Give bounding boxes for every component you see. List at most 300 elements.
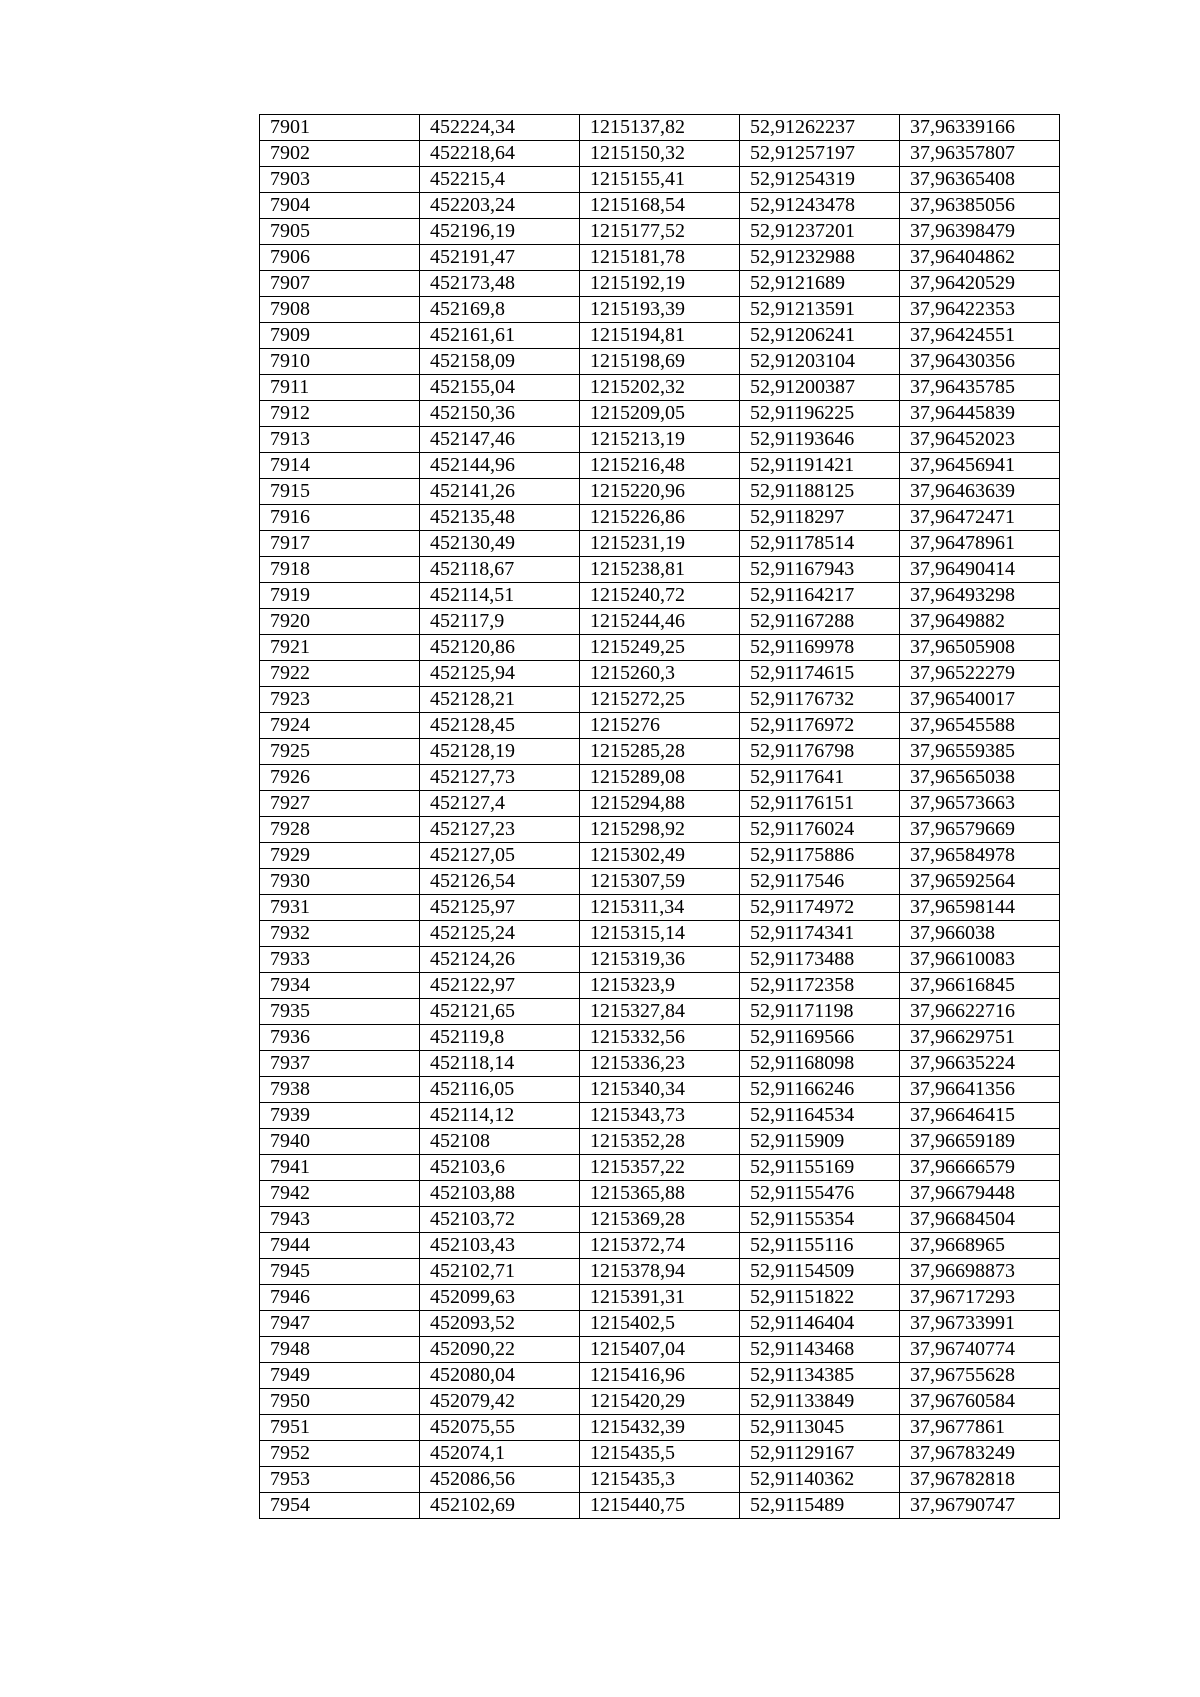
latitude-cell: 52,91193646 [740, 427, 900, 453]
latitude-cell: 52,91176798 [740, 739, 900, 765]
y-coordinate-cell: 1215435,3 [580, 1467, 740, 1493]
y-coordinate-cell: 1215192,19 [580, 271, 740, 297]
latitude-cell: 52,9115909 [740, 1129, 900, 1155]
table-row [260, 1233, 1060, 1259]
x-coordinate-cell: 452093,52 [420, 1311, 580, 1337]
x-coordinate-cell: 452196,19 [420, 219, 580, 245]
longitude-cell: 37,96493298 [900, 583, 1060, 609]
y-coordinate-cell: 1215276 [580, 713, 740, 739]
x-coordinate-cell: 452191,47 [420, 245, 580, 271]
y-coordinate-cell: 1215435,5 [580, 1441, 740, 1467]
point-number-cell: 7920 [260, 609, 420, 635]
latitude-cell: 52,91188125 [740, 479, 900, 505]
y-coordinate-cell: 1215216,48 [580, 453, 740, 479]
x-coordinate-cell: 452114,51 [420, 583, 580, 609]
longitude-cell: 37,96422353 [900, 297, 1060, 323]
table-row [260, 921, 1060, 947]
point-number-cell: 7903 [260, 167, 420, 193]
x-coordinate-cell: 452126,54 [420, 869, 580, 895]
table-row [260, 1285, 1060, 1311]
point-number-cell: 7913 [260, 427, 420, 453]
y-coordinate-cell: 1215289,08 [580, 765, 740, 791]
point-number-cell: 7939 [260, 1103, 420, 1129]
table-row [260, 1363, 1060, 1389]
point-number-cell: 7914 [260, 453, 420, 479]
longitude-cell: 37,96790747 [900, 1493, 1060, 1519]
latitude-cell: 52,91176151 [740, 791, 900, 817]
x-coordinate-cell: 452135,48 [420, 505, 580, 531]
x-coordinate-cell: 452079,42 [420, 1389, 580, 1415]
longitude-cell: 37,96659189 [900, 1129, 1060, 1155]
y-coordinate-cell: 1215177,52 [580, 219, 740, 245]
point-number-cell: 7927 [260, 791, 420, 817]
longitude-cell: 37,96684504 [900, 1207, 1060, 1233]
point-number-cell: 7907 [260, 271, 420, 297]
longitude-cell: 37,96505908 [900, 635, 1060, 661]
x-coordinate-cell: 452118,67 [420, 557, 580, 583]
x-coordinate-cell: 452128,21 [420, 687, 580, 713]
longitude-cell: 37,96365408 [900, 167, 1060, 193]
longitude-cell: 37,96679448 [900, 1181, 1060, 1207]
longitude-cell: 37,96717293 [900, 1285, 1060, 1311]
x-coordinate-cell: 452215,4 [420, 167, 580, 193]
latitude-cell: 52,91175886 [740, 843, 900, 869]
y-coordinate-cell: 1215352,28 [580, 1129, 740, 1155]
table-row [260, 1103, 1060, 1129]
longitude-cell: 37,96435785 [900, 375, 1060, 401]
table-row [260, 557, 1060, 583]
y-coordinate-cell: 1215168,54 [580, 193, 740, 219]
point-number-cell: 7928 [260, 817, 420, 843]
table-row [260, 1051, 1060, 1077]
table-row [260, 1025, 1060, 1051]
longitude-cell: 37,96385056 [900, 193, 1060, 219]
latitude-cell: 52,91176732 [740, 687, 900, 713]
longitude-cell: 37,96698873 [900, 1259, 1060, 1285]
table-row [260, 453, 1060, 479]
longitude-cell: 37,96740774 [900, 1337, 1060, 1363]
point-number-cell: 7915 [260, 479, 420, 505]
y-coordinate-cell: 1215319,36 [580, 947, 740, 973]
table-row [260, 739, 1060, 765]
table-row [260, 661, 1060, 687]
point-number-cell: 7912 [260, 401, 420, 427]
latitude-cell: 52,91213591 [740, 297, 900, 323]
latitude-cell: 52,91174615 [740, 661, 900, 687]
table-row [260, 1441, 1060, 1467]
y-coordinate-cell: 1215440,75 [580, 1493, 740, 1519]
longitude-cell: 37,96760584 [900, 1389, 1060, 1415]
latitude-cell: 52,91155169 [740, 1155, 900, 1181]
latitude-cell: 52,91155354 [740, 1207, 900, 1233]
y-coordinate-cell: 1215244,46 [580, 609, 740, 635]
y-coordinate-cell: 1215343,73 [580, 1103, 740, 1129]
x-coordinate-cell: 452128,45 [420, 713, 580, 739]
point-number-cell: 7935 [260, 999, 420, 1025]
point-number-cell: 7901 [260, 115, 420, 141]
point-number-cell: 7909 [260, 323, 420, 349]
y-coordinate-cell: 1215336,23 [580, 1051, 740, 1077]
y-coordinate-cell: 1215302,49 [580, 843, 740, 869]
latitude-cell: 52,91164534 [740, 1103, 900, 1129]
y-coordinate-cell: 1215372,74 [580, 1233, 740, 1259]
longitude-cell: 37,96635224 [900, 1051, 1060, 1077]
point-number-cell: 7904 [260, 193, 420, 219]
point-number-cell: 7925 [260, 739, 420, 765]
y-coordinate-cell: 1215432,39 [580, 1415, 740, 1441]
point-number-cell: 7945 [260, 1259, 420, 1285]
x-coordinate-cell: 452118,14 [420, 1051, 580, 1077]
x-coordinate-cell: 452130,49 [420, 531, 580, 557]
point-number-cell: 7941 [260, 1155, 420, 1181]
x-coordinate-cell: 452090,22 [420, 1337, 580, 1363]
latitude-cell: 52,91140362 [740, 1467, 900, 1493]
longitude-cell: 37,9677861 [900, 1415, 1060, 1441]
table-row [260, 193, 1060, 219]
longitude-cell: 37,96472471 [900, 505, 1060, 531]
point-number-cell: 7902 [260, 141, 420, 167]
x-coordinate-cell: 452147,46 [420, 427, 580, 453]
x-coordinate-cell: 452119,8 [420, 1025, 580, 1051]
table-row [260, 713, 1060, 739]
table-row [260, 167, 1060, 193]
longitude-cell: 37,9668965 [900, 1233, 1060, 1259]
point-number-cell: 7905 [260, 219, 420, 245]
table-row [260, 609, 1060, 635]
longitude-cell: 37,96424551 [900, 323, 1060, 349]
latitude-cell: 52,91191421 [740, 453, 900, 479]
latitude-cell: 52,91232988 [740, 245, 900, 271]
longitude-cell: 37,96490414 [900, 557, 1060, 583]
y-coordinate-cell: 1215240,72 [580, 583, 740, 609]
table-row [260, 687, 1060, 713]
point-number-cell: 7908 [260, 297, 420, 323]
y-coordinate-cell: 1215323,9 [580, 973, 740, 999]
y-coordinate-cell: 1215315,14 [580, 921, 740, 947]
table-row [260, 401, 1060, 427]
latitude-cell: 52,9117546 [740, 869, 900, 895]
point-number-cell: 7929 [260, 843, 420, 869]
point-number-cell: 7949 [260, 1363, 420, 1389]
y-coordinate-cell: 1215272,25 [580, 687, 740, 713]
y-coordinate-cell: 1215402,5 [580, 1311, 740, 1337]
y-coordinate-cell: 1215155,41 [580, 167, 740, 193]
x-coordinate-cell: 452144,96 [420, 453, 580, 479]
coordinates-table-body [260, 115, 1060, 1519]
point-number-cell: 7921 [260, 635, 420, 661]
table-row [260, 1493, 1060, 1519]
longitude-cell: 37,96573663 [900, 791, 1060, 817]
table-row [260, 1155, 1060, 1181]
longitude-cell: 37,96579669 [900, 817, 1060, 843]
x-coordinate-cell: 452103,88 [420, 1181, 580, 1207]
x-coordinate-cell: 452127,73 [420, 765, 580, 791]
point-number-cell: 7952 [260, 1441, 420, 1467]
y-coordinate-cell: 1215238,81 [580, 557, 740, 583]
longitude-cell: 37,96404862 [900, 245, 1060, 271]
y-coordinate-cell: 1215260,3 [580, 661, 740, 687]
point-number-cell: 7944 [260, 1233, 420, 1259]
point-number-cell: 7946 [260, 1285, 420, 1311]
x-coordinate-cell: 452124,26 [420, 947, 580, 973]
longitude-cell: 37,96478961 [900, 531, 1060, 557]
longitude-cell: 37,96452023 [900, 427, 1060, 453]
y-coordinate-cell: 1215307,59 [580, 869, 740, 895]
longitude-cell: 37,96622716 [900, 999, 1060, 1025]
table-row [260, 869, 1060, 895]
longitude-cell: 37,96733991 [900, 1311, 1060, 1337]
point-number-cell: 7924 [260, 713, 420, 739]
y-coordinate-cell: 1215369,28 [580, 1207, 740, 1233]
y-coordinate-cell: 1215420,29 [580, 1389, 740, 1415]
longitude-cell: 37,96629751 [900, 1025, 1060, 1051]
y-coordinate-cell: 1215198,69 [580, 349, 740, 375]
x-coordinate-cell: 452114,12 [420, 1103, 580, 1129]
latitude-cell: 52,91174341 [740, 921, 900, 947]
latitude-cell: 52,91200387 [740, 375, 900, 401]
latitude-cell: 52,91169566 [740, 1025, 900, 1051]
point-number-cell: 7953 [260, 1467, 420, 1493]
table-row [260, 427, 1060, 453]
latitude-cell: 52,91203104 [740, 349, 900, 375]
table-row [260, 1259, 1060, 1285]
x-coordinate-cell: 452080,04 [420, 1363, 580, 1389]
table-row [260, 323, 1060, 349]
point-number-cell: 7940 [260, 1129, 420, 1155]
table-row [260, 817, 1060, 843]
x-coordinate-cell: 452127,23 [420, 817, 580, 843]
y-coordinate-cell: 1215226,86 [580, 505, 740, 531]
point-number-cell: 7911 [260, 375, 420, 401]
latitude-cell: 52,91174972 [740, 895, 900, 921]
latitude-cell: 52,91167288 [740, 609, 900, 635]
y-coordinate-cell: 1215357,22 [580, 1155, 740, 1181]
x-coordinate-cell: 452127,4 [420, 791, 580, 817]
x-coordinate-cell: 452125,94 [420, 661, 580, 687]
table-row [260, 141, 1060, 167]
point-number-cell: 7942 [260, 1181, 420, 1207]
y-coordinate-cell: 1215340,34 [580, 1077, 740, 1103]
latitude-cell: 52,91254319 [740, 167, 900, 193]
longitude-cell: 37,96646415 [900, 1103, 1060, 1129]
y-coordinate-cell: 1215298,92 [580, 817, 740, 843]
y-coordinate-cell: 1215416,96 [580, 1363, 740, 1389]
longitude-cell: 37,96540017 [900, 687, 1060, 713]
x-coordinate-cell: 452120,86 [420, 635, 580, 661]
latitude-cell: 52,9118297 [740, 505, 900, 531]
latitude-cell: 52,91155476 [740, 1181, 900, 1207]
x-coordinate-cell: 452103,6 [420, 1155, 580, 1181]
y-coordinate-cell: 1215285,28 [580, 739, 740, 765]
table-row [260, 531, 1060, 557]
x-coordinate-cell: 452103,43 [420, 1233, 580, 1259]
y-coordinate-cell: 1215150,32 [580, 141, 740, 167]
latitude-cell: 52,9117641 [740, 765, 900, 791]
y-coordinate-cell: 1215332,56 [580, 1025, 740, 1051]
latitude-cell: 52,91167943 [740, 557, 900, 583]
table-row [260, 479, 1060, 505]
latitude-cell: 52,91134385 [740, 1363, 900, 1389]
table-row [260, 583, 1060, 609]
point-number-cell: 7943 [260, 1207, 420, 1233]
x-coordinate-cell: 452102,69 [420, 1493, 580, 1519]
y-coordinate-cell: 1215194,81 [580, 323, 740, 349]
y-coordinate-cell: 1215213,19 [580, 427, 740, 453]
x-coordinate-cell: 452122,97 [420, 973, 580, 999]
table-row [260, 1129, 1060, 1155]
coordinates-table [259, 114, 1060, 1519]
y-coordinate-cell: 1215327,84 [580, 999, 740, 1025]
latitude-cell: 52,91176972 [740, 713, 900, 739]
point-number-cell: 7917 [260, 531, 420, 557]
table-row [260, 895, 1060, 921]
longitude-cell: 37,96430356 [900, 349, 1060, 375]
x-coordinate-cell: 452173,48 [420, 271, 580, 297]
point-number-cell: 7930 [260, 869, 420, 895]
latitude-cell: 52,91176024 [740, 817, 900, 843]
latitude-cell: 52,91257197 [740, 141, 900, 167]
longitude-cell: 37,96456941 [900, 453, 1060, 479]
y-coordinate-cell: 1215202,32 [580, 375, 740, 401]
point-number-cell: 7922 [260, 661, 420, 687]
longitude-cell: 37,96545588 [900, 713, 1060, 739]
longitude-cell: 37,96339166 [900, 115, 1060, 141]
longitude-cell: 37,96783249 [900, 1441, 1060, 1467]
longitude-cell: 37,96463639 [900, 479, 1060, 505]
y-coordinate-cell: 1215231,19 [580, 531, 740, 557]
latitude-cell: 52,9115489 [740, 1493, 900, 1519]
table-row [260, 375, 1060, 401]
y-coordinate-cell: 1215193,39 [580, 297, 740, 323]
x-coordinate-cell: 452218,64 [420, 141, 580, 167]
x-coordinate-cell: 452117,9 [420, 609, 580, 635]
table-row [260, 843, 1060, 869]
longitude-cell: 37,9649882 [900, 609, 1060, 635]
longitude-cell: 37,96559385 [900, 739, 1060, 765]
longitude-cell: 37,96598144 [900, 895, 1060, 921]
point-number-cell: 7918 [260, 557, 420, 583]
x-coordinate-cell: 452099,63 [420, 1285, 580, 1311]
y-coordinate-cell: 1215294,88 [580, 791, 740, 817]
x-coordinate-cell: 452224,34 [420, 115, 580, 141]
table-row [260, 1415, 1060, 1441]
point-number-cell: 7906 [260, 245, 420, 271]
y-coordinate-cell: 1215311,34 [580, 895, 740, 921]
y-coordinate-cell: 1215365,88 [580, 1181, 740, 1207]
longitude-cell: 37,96420529 [900, 271, 1060, 297]
table-row [260, 1467, 1060, 1493]
latitude-cell: 52,91155116 [740, 1233, 900, 1259]
table-row [260, 947, 1060, 973]
point-number-cell: 7916 [260, 505, 420, 531]
longitude-cell: 37,96522279 [900, 661, 1060, 687]
x-coordinate-cell: 452074,1 [420, 1441, 580, 1467]
point-number-cell: 7933 [260, 947, 420, 973]
latitude-cell: 52,91146404 [740, 1311, 900, 1337]
latitude-cell: 52,91171198 [740, 999, 900, 1025]
x-coordinate-cell: 452116,05 [420, 1077, 580, 1103]
x-coordinate-cell: 452125,24 [420, 921, 580, 947]
y-coordinate-cell: 1215209,05 [580, 401, 740, 427]
latitude-cell: 52,91164217 [740, 583, 900, 609]
x-coordinate-cell: 452127,05 [420, 843, 580, 869]
y-coordinate-cell: 1215137,82 [580, 115, 740, 141]
point-number-cell: 7937 [260, 1051, 420, 1077]
y-coordinate-cell: 1215181,78 [580, 245, 740, 271]
table-row [260, 635, 1060, 661]
latitude-cell: 52,9121689 [740, 271, 900, 297]
latitude-cell: 52,91237201 [740, 219, 900, 245]
longitude-cell: 37,96592564 [900, 869, 1060, 895]
x-coordinate-cell: 452141,26 [420, 479, 580, 505]
x-coordinate-cell: 452125,97 [420, 895, 580, 921]
point-number-cell: 7919 [260, 583, 420, 609]
x-coordinate-cell: 452203,24 [420, 193, 580, 219]
point-number-cell: 7951 [260, 1415, 420, 1441]
table-row [260, 219, 1060, 245]
table-row [260, 765, 1060, 791]
x-coordinate-cell: 452169,8 [420, 297, 580, 323]
table-row [260, 245, 1060, 271]
y-coordinate-cell: 1215220,96 [580, 479, 740, 505]
y-coordinate-cell: 1215391,31 [580, 1285, 740, 1311]
y-coordinate-cell: 1215407,04 [580, 1337, 740, 1363]
latitude-cell: 52,91151822 [740, 1285, 900, 1311]
latitude-cell: 52,91196225 [740, 401, 900, 427]
longitude-cell: 37,96616845 [900, 973, 1060, 999]
x-coordinate-cell: 452121,65 [420, 999, 580, 1025]
longitude-cell: 37,966038 [900, 921, 1060, 947]
latitude-cell: 52,91129167 [740, 1441, 900, 1467]
table-row [260, 1311, 1060, 1337]
latitude-cell: 52,91154509 [740, 1259, 900, 1285]
x-coordinate-cell: 452102,71 [420, 1259, 580, 1285]
latitude-cell: 52,91166246 [740, 1077, 900, 1103]
point-number-cell: 7947 [260, 1311, 420, 1337]
latitude-cell: 52,91243478 [740, 193, 900, 219]
y-coordinate-cell: 1215378,94 [580, 1259, 740, 1285]
point-number-cell: 7954 [260, 1493, 420, 1519]
point-number-cell: 7938 [260, 1077, 420, 1103]
longitude-cell: 37,96641356 [900, 1077, 1060, 1103]
table-row [260, 1207, 1060, 1233]
longitude-cell: 37,96666579 [900, 1155, 1060, 1181]
table-row [260, 999, 1060, 1025]
table-row [260, 115, 1060, 141]
table-row [260, 1077, 1060, 1103]
x-coordinate-cell: 452150,36 [420, 401, 580, 427]
table-row [260, 1181, 1060, 1207]
table-row [260, 1337, 1060, 1363]
table-row [260, 1389, 1060, 1415]
x-coordinate-cell: 452155,04 [420, 375, 580, 401]
x-coordinate-cell: 452128,19 [420, 739, 580, 765]
point-number-cell: 7926 [260, 765, 420, 791]
point-number-cell: 7950 [260, 1389, 420, 1415]
x-coordinate-cell: 452086,56 [420, 1467, 580, 1493]
table-row [260, 349, 1060, 375]
latitude-cell: 52,9113045 [740, 1415, 900, 1441]
table-row [260, 271, 1060, 297]
point-number-cell: 7910 [260, 349, 420, 375]
longitude-cell: 37,96584978 [900, 843, 1060, 869]
longitude-cell: 37,96755628 [900, 1363, 1060, 1389]
latitude-cell: 52,91168098 [740, 1051, 900, 1077]
table-row [260, 973, 1060, 999]
longitude-cell: 37,96610083 [900, 947, 1060, 973]
latitude-cell: 52,91173488 [740, 947, 900, 973]
point-number-cell: 7948 [260, 1337, 420, 1363]
